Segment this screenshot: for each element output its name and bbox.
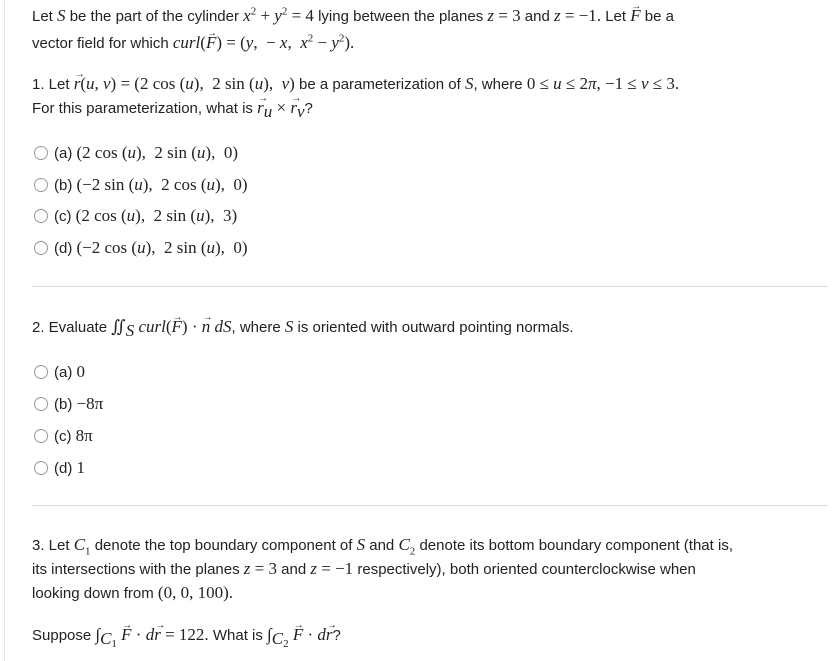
line-integral-c2: $\int_{C_2} \to F \cdot d\to r$ <box>267 625 332 644</box>
q1-option-d[interactable]: (d) (−2 cos (u), 2 sin (u), 0) <box>34 238 248 258</box>
q1-option-a[interactable]: (a) (2 cos (u), 2 sin (u), 0) <box>34 143 238 163</box>
radio-button[interactable] <box>34 461 48 475</box>
divider <box>32 286 828 287</box>
q2-option-a[interactable]: (a) 0 <box>34 362 85 382</box>
intro-line-2: vector field for which curl(→ F) = (y, − x, $x^2 - y^2$). <box>32 33 354 54</box>
radio-button[interactable] <box>34 365 48 379</box>
cross-product: → $r_u$ × → $r_v$ <box>257 98 304 117</box>
parameterization: → r(u, v) = (2 cos (u), 2 sin (u), v) <box>74 74 295 93</box>
cylinder-equation: $x^2 + y^2 = 4$ <box>243 5 314 25</box>
surface-integral: $∬_S$ curl(→ F) · → n dS <box>111 317 231 336</box>
radio-button[interactable] <box>34 429 48 443</box>
q3-line-1: 3. Let $C_1$ denote the top boundary component of S and $C_2$ denote its bottom boundary component (that is, <box>32 535 733 558</box>
q1-prompt-line-1: 1. Let → r(u, v) = (2 cos (u), 2 sin (u), v) be a parameterization of S, where 0 ≤ u ≤ 2π, −1 ≤ v ≤ 3. <box>32 74 679 95</box>
q3-line-3: looking down from (0, 0, 100). <box>32 583 233 602</box>
curl-expression: curl(→ F) = (y, − x, $x^2 - y^2$). <box>173 33 354 52</box>
q2-option-d[interactable]: (d) 1 <box>34 458 85 478</box>
intro-line-1: Let S be the part of the cylinder $x^2 + y^2 = 4$ lying between the planes z = 3 and z = −1. Let → F be a <box>32 6 674 27</box>
line-integral-c1: $\int_{C_1} \to F \cdot d\to r = 122$. <box>95 625 208 644</box>
divider <box>32 505 828 506</box>
q3-line-2: its intersections with the planes z = 3 and z = −1 respectively), both oriented counterclockwise when <box>32 559 696 578</box>
q3-line-4: Suppose $\int_{C_1} \to F \cdot d\to r = 122$. What is $\int_{C_2} \to F \cdot d\to r$? <box>32 625 341 646</box>
q1-prompt-line-2: For this parameterization, what is → $r_u$ × → $r_v$? <box>32 98 313 119</box>
left-border <box>4 0 5 661</box>
view-point: (0, 0, 100). <box>157 583 233 602</box>
radio-button[interactable] <box>34 241 48 255</box>
q1-option-c[interactable]: (c) (2 cos (u), 2 sin (u), 3) <box>34 206 237 226</box>
q2-option-c[interactable]: (c) 8π <box>34 426 93 446</box>
radio-button[interactable] <box>34 209 48 223</box>
q2-option-b[interactable]: (b) −8π <box>34 394 103 414</box>
radio-button[interactable] <box>34 178 48 192</box>
q2-prompt: 2. Evaluate $∬_S$ curl(→ F) · → n dS, where S is oriented with outward pointing normals. <box>32 317 574 338</box>
q1-option-b[interactable]: (b) (−2 sin (u), 2 cos (u), 0) <box>34 175 248 195</box>
param-bounds: 0 ≤ u ≤ 2π, −1 ≤ v ≤ 3. <box>526 74 680 93</box>
radio-button[interactable] <box>34 397 48 411</box>
radio-button[interactable] <box>34 146 48 160</box>
